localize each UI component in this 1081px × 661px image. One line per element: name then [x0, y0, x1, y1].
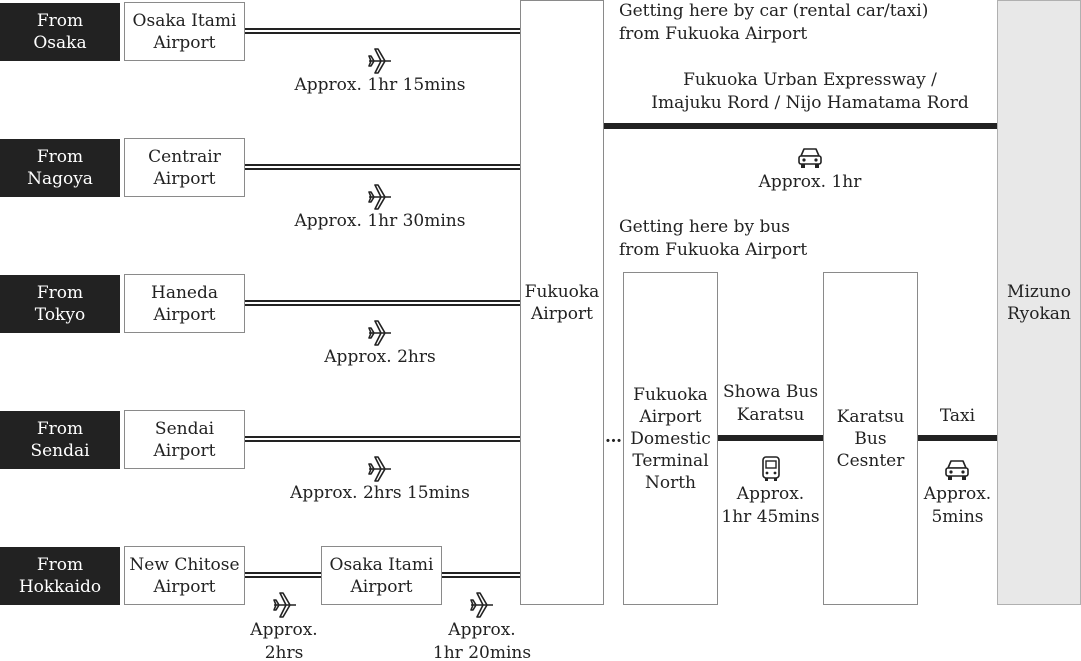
bus-route-line	[718, 435, 823, 441]
route-line-hokkaido-2	[442, 572, 520, 578]
car-icon	[795, 142, 825, 172]
car-route: Fukuoka Urban Expressway / Imajuku Rord / Nijo Hamatama Rord	[651, 70, 969, 113]
car-icon	[942, 454, 972, 484]
airplane-icon	[365, 182, 395, 212]
origin-tokyo: From Tokyo	[0, 275, 120, 333]
bus-line-name: Showa Bus Karatsu	[722, 382, 819, 425]
destination-mizuno-ryokan: Mizuno Ryokan	[997, 0, 1081, 605]
flight-time-hokkaido-1: Approx. 2hrs	[250, 620, 318, 661]
origin-nagoya: From Nagoya	[0, 139, 120, 197]
origin-hokkaido: From Hokkaido	[0, 547, 120, 605]
flight-time-tokyo: Approx. 2hrs	[324, 347, 436, 367]
airport-osaka-itami: Osaka Itami Airport	[124, 2, 245, 61]
airplane-icon	[365, 46, 395, 76]
taxi-route-line	[918, 435, 997, 441]
origin-osaka: From Osaka	[0, 3, 120, 61]
route-line-osaka	[245, 28, 520, 34]
bus-terminal: Fukuoka Airport Domestic Terminal North	[623, 272, 718, 605]
hub-fukuoka-airport: Fukuoka Airport	[520, 0, 604, 605]
bus-heading: Getting here by bus from Fukuoka Airport	[619, 217, 808, 260]
airport-new-chitose: New Chitose Airport	[124, 546, 245, 605]
bus-line-time: Approx. 1hr 45mins	[721, 484, 820, 527]
bus-icon	[756, 454, 786, 484]
route-line-hokkaido-1	[245, 572, 321, 578]
route-line-tokyo	[245, 300, 520, 306]
flight-time-osaka: Approx. 1hr 15mins	[294, 75, 466, 95]
airplane-icon	[365, 318, 395, 348]
taxi-label: Taxi	[939, 406, 976, 426]
route-line-sendai	[245, 436, 520, 442]
car-heading: Getting here by car (rental car/taxi) from Fukuoka Airport	[619, 1, 929, 44]
taxi-time: Approx. 5mins	[923, 484, 992, 527]
flight-time-nagoya: Approx. 1hr 30mins	[294, 211, 466, 231]
flight-time-hokkaido-2: Approx. 1hr 20mins	[432, 620, 532, 661]
airplane-icon	[270, 590, 300, 620]
origin-sendai: From Sendai	[0, 411, 120, 469]
airport-centrair: Centrair Airport	[124, 138, 245, 197]
airplane-icon	[467, 590, 497, 620]
car-route-line	[604, 123, 997, 129]
airport-osaka-itami-transfer: Osaka Itami Airport	[321, 546, 442, 605]
airplane-icon	[365, 454, 395, 484]
route-line-nagoya	[245, 164, 520, 170]
connector-dots: …	[605, 427, 622, 447]
flight-time-sendai: Approx. 2hrs 15mins	[290, 483, 470, 503]
bus-center: Karatsu Bus Cesnter	[823, 272, 918, 605]
airport-sendai: Sendai Airport	[124, 410, 245, 469]
car-time: Approx. 1hr	[758, 172, 862, 192]
airport-haneda: Haneda Airport	[124, 274, 245, 333]
